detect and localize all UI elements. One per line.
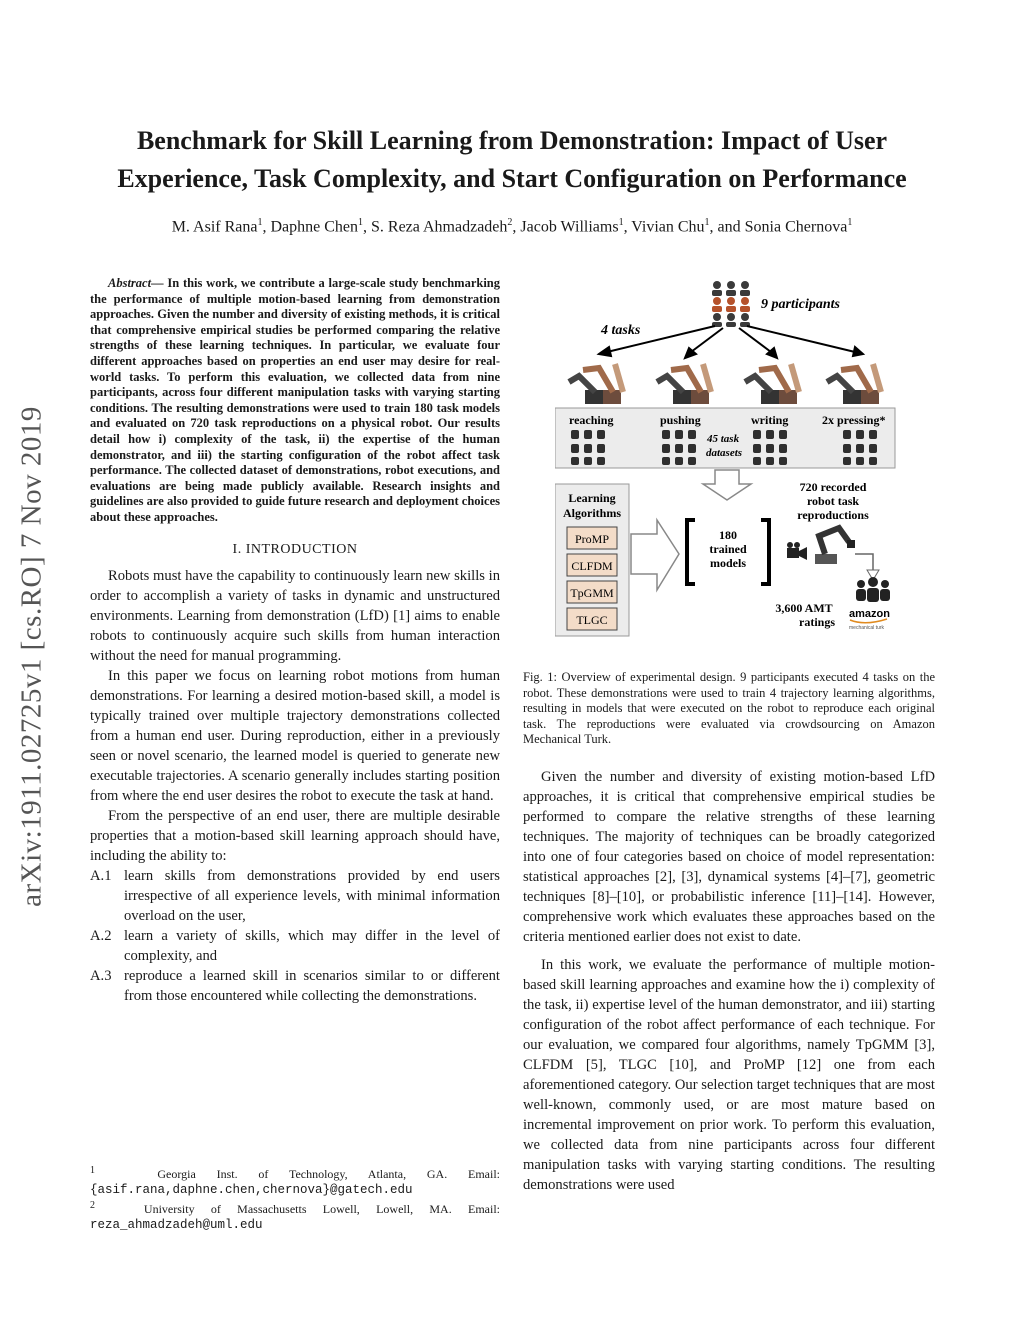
datasets-label-line1: 45 task: [707, 433, 740, 445]
footnotes: [90, 1163, 500, 1233]
footnote-1-text: Georgia Inst. of Technology, Atlanta, GA. Email:: [157, 1167, 500, 1181]
author-affiliation: 1: [704, 217, 710, 228]
footnote-2-email[interactable]: reza_ahmadzadeh@uml.edu: [90, 1218, 263, 1232]
arxiv-identifier: arXiv:1911.02725v1 [cs.RO] 7 Nov 2019: [15, 406, 48, 907]
robot-arm-icon: [745, 364, 799, 404]
author-affiliation: 2: [507, 217, 513, 228]
author: Jacob Williams: [520, 218, 619, 236]
list-item-number: A.3: [90, 967, 112, 984]
author: Vivian Chu: [631, 218, 705, 236]
title-line-2: Experience, Task Complexity, and Start Configuration on Performance: [117, 164, 907, 193]
robot-arm-icons: [569, 364, 881, 404]
caption-text: Overview of experimental design. 9 participants executed 4 tasks on the robot. These demonstrations were used to train 4 trajectory learning algorithms, resulting in models that were executed on the robot to reproduce each original task. The reproductions were evaluated via crowdsourcing on Amazon Mechanical Turk.: [523, 670, 935, 747]
task-name-pushing: pushing: [660, 413, 701, 427]
robot-arm-icon: [569, 364, 623, 404]
algorithms-title-line2: Algorithms: [563, 506, 621, 520]
figure-caption: [523, 670, 935, 748]
abstract: Abstract— In this work, we contribute a large-scale study benchmarking the performance of multiple motion-based learning from demonstration approaches. Given the number and diversity of existing methods, it is critical that comprehensive empirical studies be performed comparing the relative strengths of these learning techniques. In particular, we evaluate four different approaches based on properties an end user may desire for real-world tasks. To perform this evaluation, we collected data from nine participants, across four different manipulation tasks with varying starting conditions. The resulting demonstrations were used to train 180 task models and evaluated on 720 task reproductions on a physical robot. Our results detail how i) complexity of the task, ii) the expertise of the human demonstrator, and iii) the starting configuration of the robot affect task performance. The collected dataset of demonstrations, robot executions, and evaluations are being made publicly available. Research insights and guidelines are also provided to guide future research and deployment choices about these approaches.: [90, 276, 500, 524]
amazon-logo-text: amazon: [849, 608, 890, 620]
abstract-text: In this work, we contribute a large-scale study benchmarking the performance of multiple motion-based learning from demonstration approaches. Given the number and diversity of existing methods, it is critical that comprehensive empirical studies be performed comparing the relative strengths of these learning techniques. In particular, we evaluate four different approaches based on properties an end user may desire for real-world tasks. To perform this evaluation, we collected data from nine participants, across four different manipulation tasks with varying starting conditions. The resulting demonstrations were used to train 180 task models and evaluated on 720 task reproductions on a physical robot. Our results detail how i) complexity of the task, ii) the expertise of the human demonstrator, and iii) the starting configuration of the robot affect task performance. The collected dataset of demonstrations, robot executions, and evaluations are being made publicly available. Research insights and guidelines are also provided to guide future research and deployment choices about these approaches.: [90, 276, 500, 524]
tasks-label: 4 tasks: [601, 323, 641, 338]
database-icon-group: [843, 430, 877, 465]
robot-arm-icon: [827, 364, 881, 404]
database-icon-group: [662, 430, 696, 465]
author: Sonia Chernova: [744, 218, 848, 236]
author-affiliation: 1: [257, 217, 263, 228]
list-item-text: learn a variety of skills, which may differ in the level of complexity, and: [124, 927, 500, 964]
author-affiliation: 1: [358, 217, 363, 228]
list-item-number: A.2: [90, 927, 112, 944]
abstract-label: Abstract: [108, 276, 152, 290]
participants-icon: [712, 281, 750, 327]
database-icon-group: [571, 430, 605, 465]
robot-arm-icon: [657, 364, 711, 404]
models-block: [687, 520, 769, 584]
body-paragraph-1: Given the number and diversity of existing motion-based LfD approaches, it is critical that comprehensive empirical studies be performed to compare the relative strengths of these learning techniques. The majority of techniques can be broadly categorized into one of four categories based on choice of model representation: statistical approaches [2], [3], dynamical systems [4]–[7], geometric techniques [8]–[10], or probabilistic inference [11]–[14]. However, comprehensive work which evaluates these approaches based on the criteria mentioned earlier does not exist to date.: [523, 769, 935, 945]
right-arrow: [631, 520, 679, 590]
list-item: [90, 966, 500, 1006]
author-affiliation: 1: [618, 217, 624, 228]
intro-paragraph-1: Robots must have the capability to continuously learn new skills in order to accomplish a variety of tasks in dynamic and unstructured environments. Learning from demonstration (LfD) [1] aims to enable robots to continuously acquire such skills from human interaction without the need for manual programming.: [90, 567, 500, 664]
caption-label: Fig. 1:: [523, 670, 558, 684]
reproductions-label-line2: robot task: [806, 494, 860, 508]
ratings-label-line1: 3,600 AMT: [775, 601, 833, 615]
list-item-text: reproduce a learned skill in scenarios similar to or different from those encountered while collecting the demonstrations.: [124, 967, 500, 1004]
algorithms-title-line1: Learning: [568, 491, 616, 505]
algorithm-promp: ProMP: [574, 532, 610, 546]
paper-title: [40, 122, 984, 198]
task-name-reaching: reaching: [569, 413, 614, 427]
crowd-icon: [856, 577, 890, 602]
algorithm-tlgc: TLGC: [576, 613, 608, 627]
left-column: [90, 276, 500, 1006]
models-label-line1: 180: [719, 528, 737, 542]
list-item-number: A.1: [90, 867, 112, 884]
datasets-label-line2: datasets: [706, 447, 743, 459]
participants-label: 9 participants: [761, 297, 840, 312]
down-arrow: [703, 470, 751, 500]
footnote-1: $^1$ Georgia Inst. of Technology, Atlanta, GA. Email: {asif.rana,daphne.chen,chernova}@gatech.edu: [90, 1165, 500, 1197]
amazon-sub-text: mechanical turk: [849, 625, 885, 631]
ratings-label-line2: ratings: [799, 615, 835, 629]
intro-paragraph-3: From the perspective of an end user, there are multiple desirable properties that a motion-based skill learning approach should have, including the ability to:: [90, 807, 500, 864]
intro-paragraph-2: In this paper we focus on learning robot motions from human demonstrations. For learning a desired motion-based skill, a model is typically trained over multiple trajectory demonstrations collected from a human end user. During reproduction, either in a previously seen or novel scenario, the learned model is queried to generate new executable trajectories. A scenario generally includes starting position from where the end user desires the robot to execute the task at hand.: [90, 667, 500, 804]
camera-icon: [787, 542, 807, 560]
title-line-1: Benchmark for Skill Learning from Demonstration: Impact of User: [136, 126, 888, 155]
task-name-pressing: 2x pressing*: [822, 413, 886, 427]
algorithm-clfdm: CLFDM: [571, 559, 613, 573]
models-label-line3: models: [710, 556, 746, 570]
reproductions-label-line3: reproductions: [797, 508, 869, 522]
database-icon-group: [753, 430, 787, 465]
overview-figure: [555, 272, 900, 640]
list-item-text: learn skills from demonstrations provided by end users irrespective of all experience levels, with minimal information overload on the user,: [124, 867, 500, 924]
right-column: [523, 767, 935, 1203]
footnote-1-email[interactable]: {asif.rana,daphne.chen,chernova}@gatech.edu: [90, 1183, 413, 1197]
list-item: [90, 866, 500, 926]
author-list: M. Asif Rana$^1$, Daphne Chen$^1$, S. Reza Ahmadzadeh$^2$, Jacob Williams$^1$, Vivian Chu$^1$, and Sonia Chernova$^1$: [171, 217, 853, 236]
author: M. Asif Rana: [171, 218, 258, 236]
reproductions-label-line1: 720 recorded: [799, 480, 867, 494]
body-paragraph-2: In this work, we evaluate the performance of multiple motion-based skill learning approaches and examine how the i) complexity of the task, ii) expertise level of the human demonstrator, and iii) starting configuration of the robot affect performance of each technique. For our evaluation, we compared four algorithms, namely TpGMM [3], CLFDM [5], TLGC [10], and ProMP [12] one from each aforementioned category. Our selection target techniques that are most well-known, commonly used, or are most mature based on incremental improvement on prior work. To perform this evaluation, we collected data from nine participants across four different manipulation tasks with varying starting conditions. The resulting demonstrations were used: [523, 957, 935, 1193]
author-affiliation: 1: [847, 217, 853, 228]
models-label-line2: trained: [709, 542, 747, 556]
author: Daphne Chen: [270, 218, 358, 236]
bend-arrow: [855, 554, 873, 572]
footnote-2-text: University of Massachusetts Lowell, Lowell, MA. Email:: [143, 1202, 500, 1216]
list-item: [90, 926, 500, 966]
task-name-writing: writing: [751, 413, 789, 427]
author: S. Reza Ahmadzadeh: [371, 218, 508, 236]
ability-list: [90, 866, 500, 1006]
section-heading: I. INTRODUCTION: [232, 541, 358, 557]
algorithm-tpgmm: TpGMM: [570, 586, 614, 600]
footnote-2: $^2$ University of Massachusetts Lowell, Lowell, MA. Email: reza_ahmadzadeh@uml.edu: [90, 1200, 500, 1232]
robot-reproduction-icon: [815, 528, 855, 564]
